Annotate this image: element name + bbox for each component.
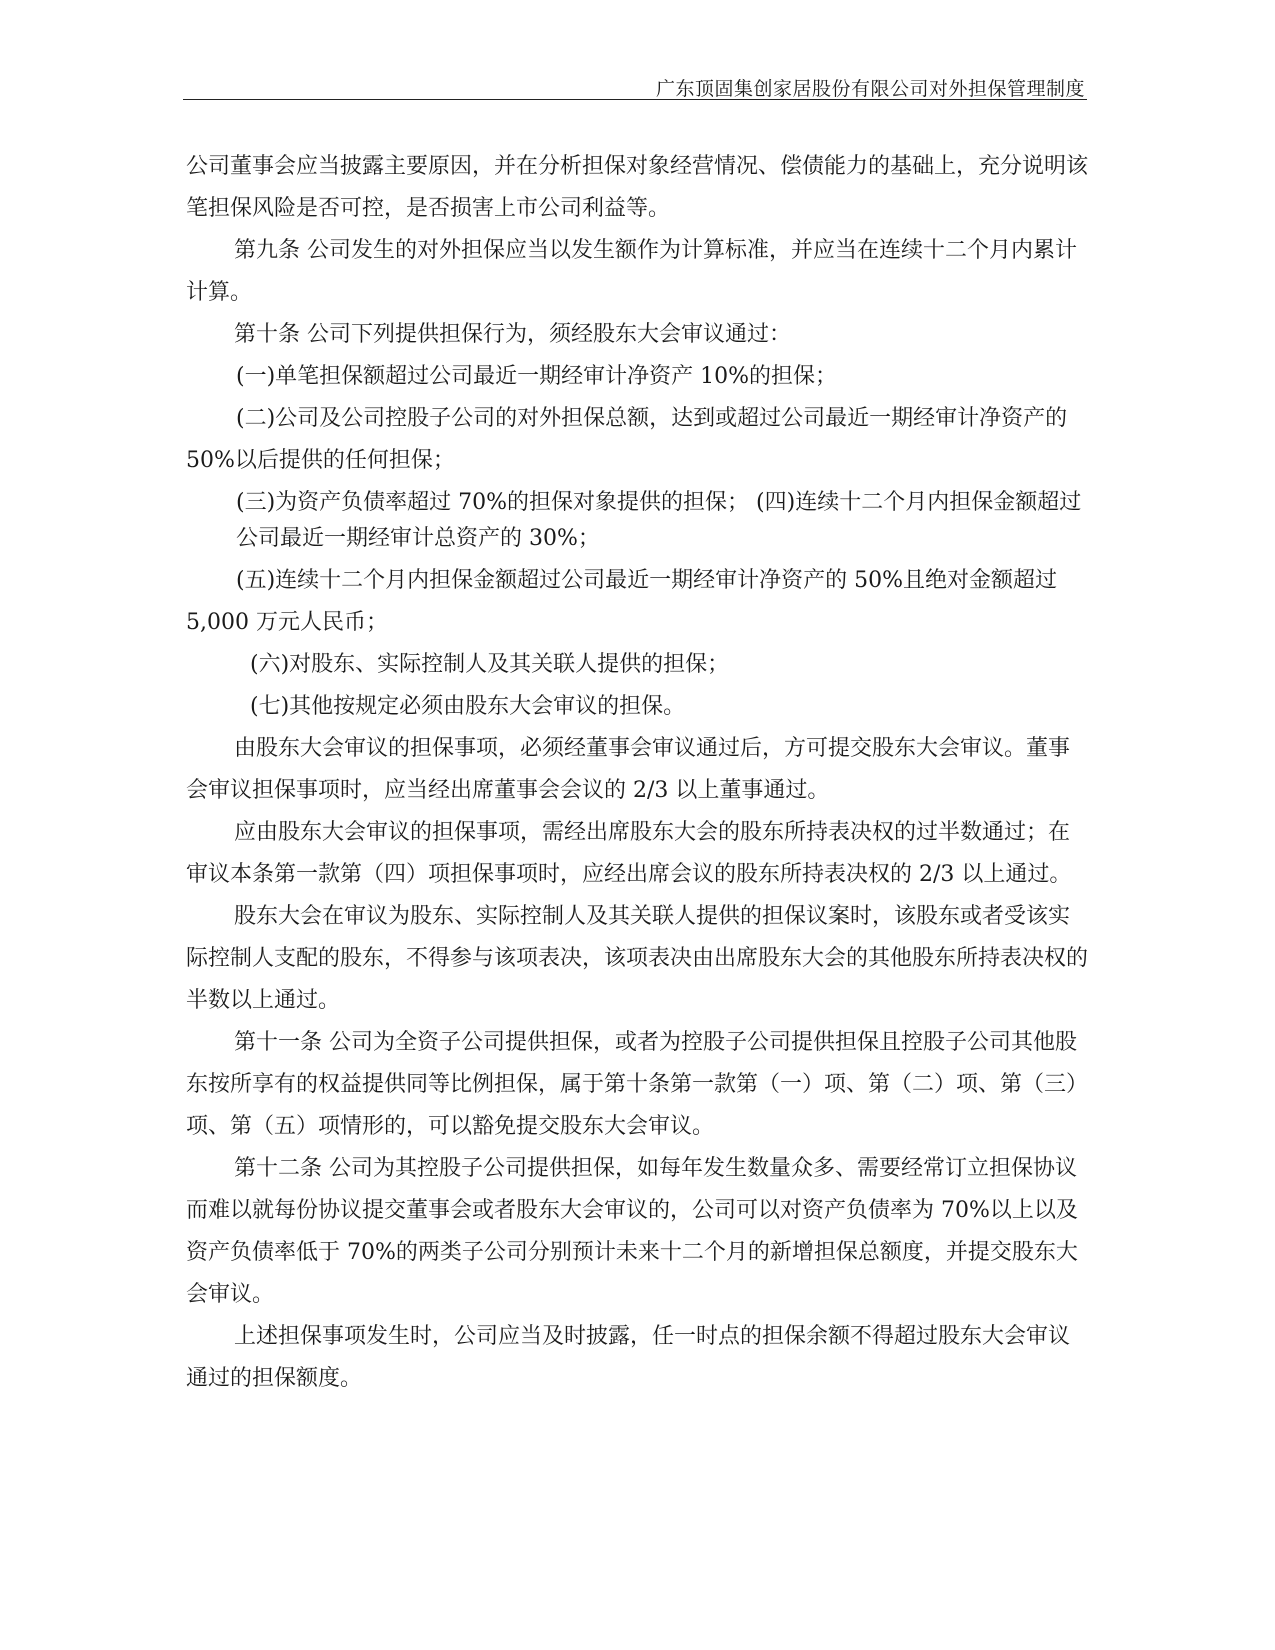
article-11: 第十一条 公司为全资子公司提供担保，或者为控股子公司提供担保且控股子公司其他股东按所享有的权益提供同等比例担保，属于第十条第一款第（一）项、第（二）项、第（三）项、第（五）项情形的，可以豁免提交股东大会审议。 <box>186 1030 1089 1139</box>
article-10-items-3-4: (三)为资产负债率超过 70%的担保对象提供的担保； (四)连续十二个月内担保金额超过公司最近一期经审计总资产的 30%； <box>236 490 1082 551</box>
article-10-item-5: (五)连续十二个月内担保金额超过公司最近一期经审计净资产的 50%且绝对金额超过 5,000 万元人民币； <box>186 568 1058 635</box>
article-10-item-7: (七)其他按规定必须由股东大会审议的担保。 <box>250 694 686 719</box>
article-10-item-6: (六)对股东、实际控制人及其关联人提供的担保； <box>250 652 730 677</box>
document-header-title: 广东顶固集创家居股份有限公司对外担保管理制度 <box>655 78 1085 100</box>
article-10: 第十条 公司下列提供担保行为，须经股东大会审议通过： <box>234 322 791 347</box>
paragraph-disclosure-limit: 上述担保事项发生时，公司应当及时披露，任一时点的担保余额不得超过股东大会审议通过的担保额度。 <box>186 1324 1071 1391</box>
header-divider <box>183 99 1087 100</box>
article-12: 第十二条 公司为其控股子公司提供担保，如每年发生数量众多、需要经常订立担保协议而难以就每份协议提交董事会或者股东大会审议的，公司可以对资产负债率为 70%以上以及资产负债率低于 70%的两类子公司分别预计未来十二个月的新增担保总额度，并提交股东大会审议。 <box>186 1156 1078 1307</box>
paragraph-board-review: 由股东大会审议的担保事项，必须经董事会审议通过后，方可提交股东大会审议。董事会审议担保事项时，应当经出席董事会会议的 2/3 以上董事通过。 <box>186 736 1071 803</box>
paragraph-board-disclosure: 公司董事会应当披露主要原因，并在分析担保对象经营情况、偿债能力的基础上，充分说明该笔担保风险是否可控，是否损害上市公司利益等。 <box>186 154 1089 221</box>
document-body <box>186 146 1091 1400</box>
article-10-item-1: (一)单笔担保额超过公司最近一期经审计净资产 10%的担保； <box>236 364 838 389</box>
paragraph-shareholder-vote: 应由股东大会审议的担保事项，需经出席股东大会的股东所持表决权的过半数通过；在审议本条第一款第（四）项担保事项时，应经出席会议的股东所持表决权的 2/3 以上通过。 <box>186 820 1072 887</box>
article-10-item-2: (二)公司及公司控股子公司的对外担保总额，达到或超过公司最近一期经审计净资产的 50%以后提供的任何担保； <box>186 406 1068 473</box>
paragraph-related-party-vote: 股东大会在审议为股东、实际控制人及其关联人提供的担保议案时，该股东或者受该实际控制人支配的股东，不得参与该项表决，该项表决由出席股东大会的其他股东所持表决权的半数以上通过。 <box>186 904 1089 1013</box>
article-9: 第九条 公司发生的对外担保应当以发生额作为计算标准，并应当在连续十二个月内累计计算。 <box>186 238 1077 305</box>
